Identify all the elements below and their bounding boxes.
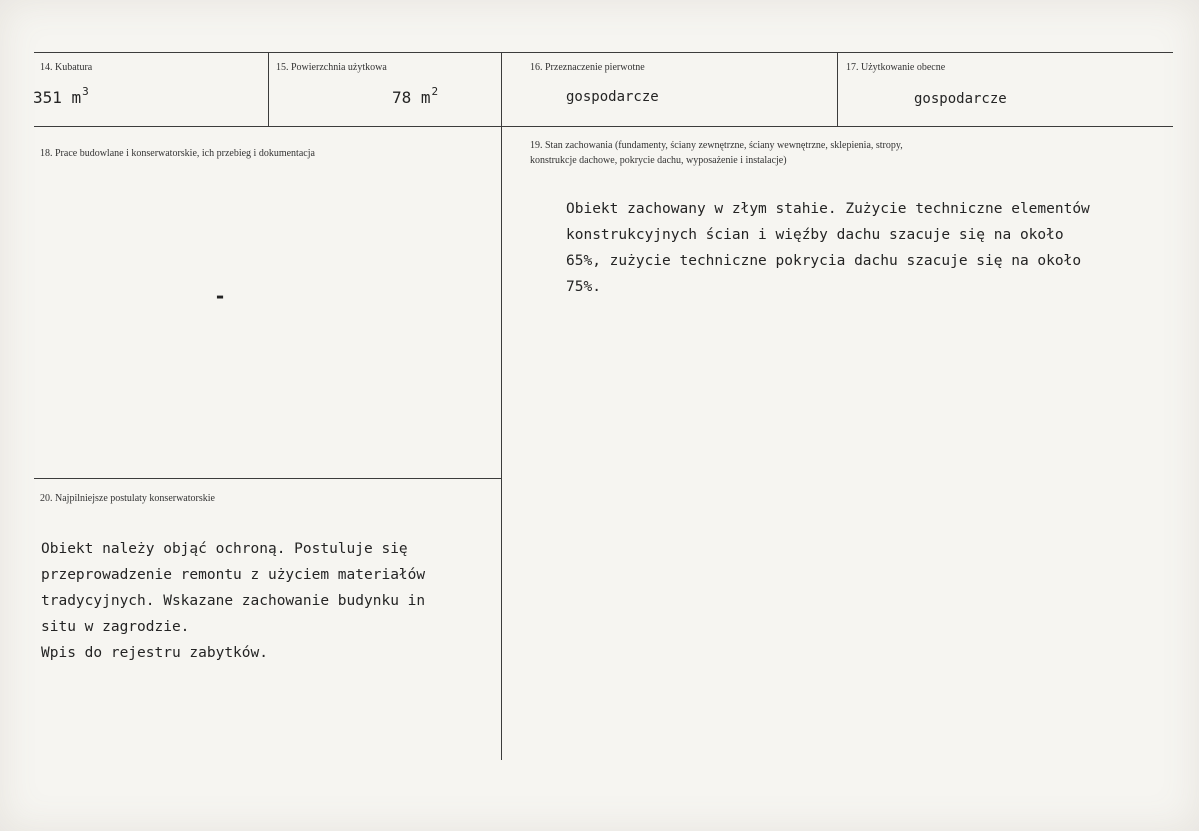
row-divider: [34, 126, 1173, 127]
section-divider-20: [34, 478, 501, 479]
field-16-value: gospodarcze: [566, 89, 659, 105]
field-14-number: 351 m: [33, 88, 82, 107]
field-14-superscript: 3: [82, 85, 89, 98]
field-19-text-line: 75%.: [566, 279, 601, 295]
field-20-text-line: tradycyjnych. Wskazane zachowanie budynku in: [41, 593, 426, 609]
col-divider-3: [837, 52, 838, 126]
field-14-value: [33, 85, 89, 107]
top-rule: [34, 52, 1173, 53]
field-20-text-line: situ w zagrodzie.: [41, 619, 190, 635]
field-16-label: 16. Przeznaczenie pierwotne: [530, 62, 645, 73]
field-20-text: [41, 536, 425, 666]
field-20-text-line: przeprowadzenie remontu z użyciem materiałów: [41, 567, 426, 583]
col-divider-main: [501, 52, 502, 760]
field-19-label-line-1: 19. Stan zachowania (fundamenty, ściany zewnętrzne, ściany wewnętrzne, sklepienia, stropy,: [530, 140, 903, 151]
field-19-text-line: 65%, zużycie techniczne pokrycia dachu szacuje się na około: [566, 253, 1082, 269]
field-14-label: 14. Kubatura: [40, 62, 93, 73]
field-19-text: [566, 196, 1090, 300]
field-15-value: [392, 85, 439, 107]
field-19-text-line: konstrukcyjnych ścian i więźby dachu szacuje się na około: [566, 227, 1064, 243]
field-19-label-line-2: konstrukcje dachowe, pokrycie dachu, wyposażenie i instalacje): [530, 155, 787, 166]
field-20-label: 20. Najpilniejsze postulaty konserwatorskie: [40, 493, 215, 504]
field-17-value: gospodarcze: [914, 91, 1007, 107]
field-19-label: [530, 138, 903, 168]
col-divider-1: [268, 52, 269, 126]
field-15-number: 78 m: [392, 88, 431, 107]
field-18-label: 18. Prace budowlane i konserwatorskie, ich przebieg i dokumentacja: [40, 148, 315, 159]
field-17-label: 17. Użytkowanie obecne: [846, 62, 946, 73]
field-19-text-line: Obiekt zachowany w złym stahie. Zużycie techniczne elementów: [566, 201, 1090, 217]
field-15-superscript: 2: [431, 85, 439, 98]
field-15-label: 15. Powierzchnia użytkowa: [276, 62, 387, 73]
field-18-value: -: [214, 284, 227, 308]
field-20-text-line: Wpis do rejestru zabytków.: [41, 645, 268, 661]
field-20-text-line: Obiekt należy objąć ochroną. Postuluje się: [41, 541, 408, 557]
